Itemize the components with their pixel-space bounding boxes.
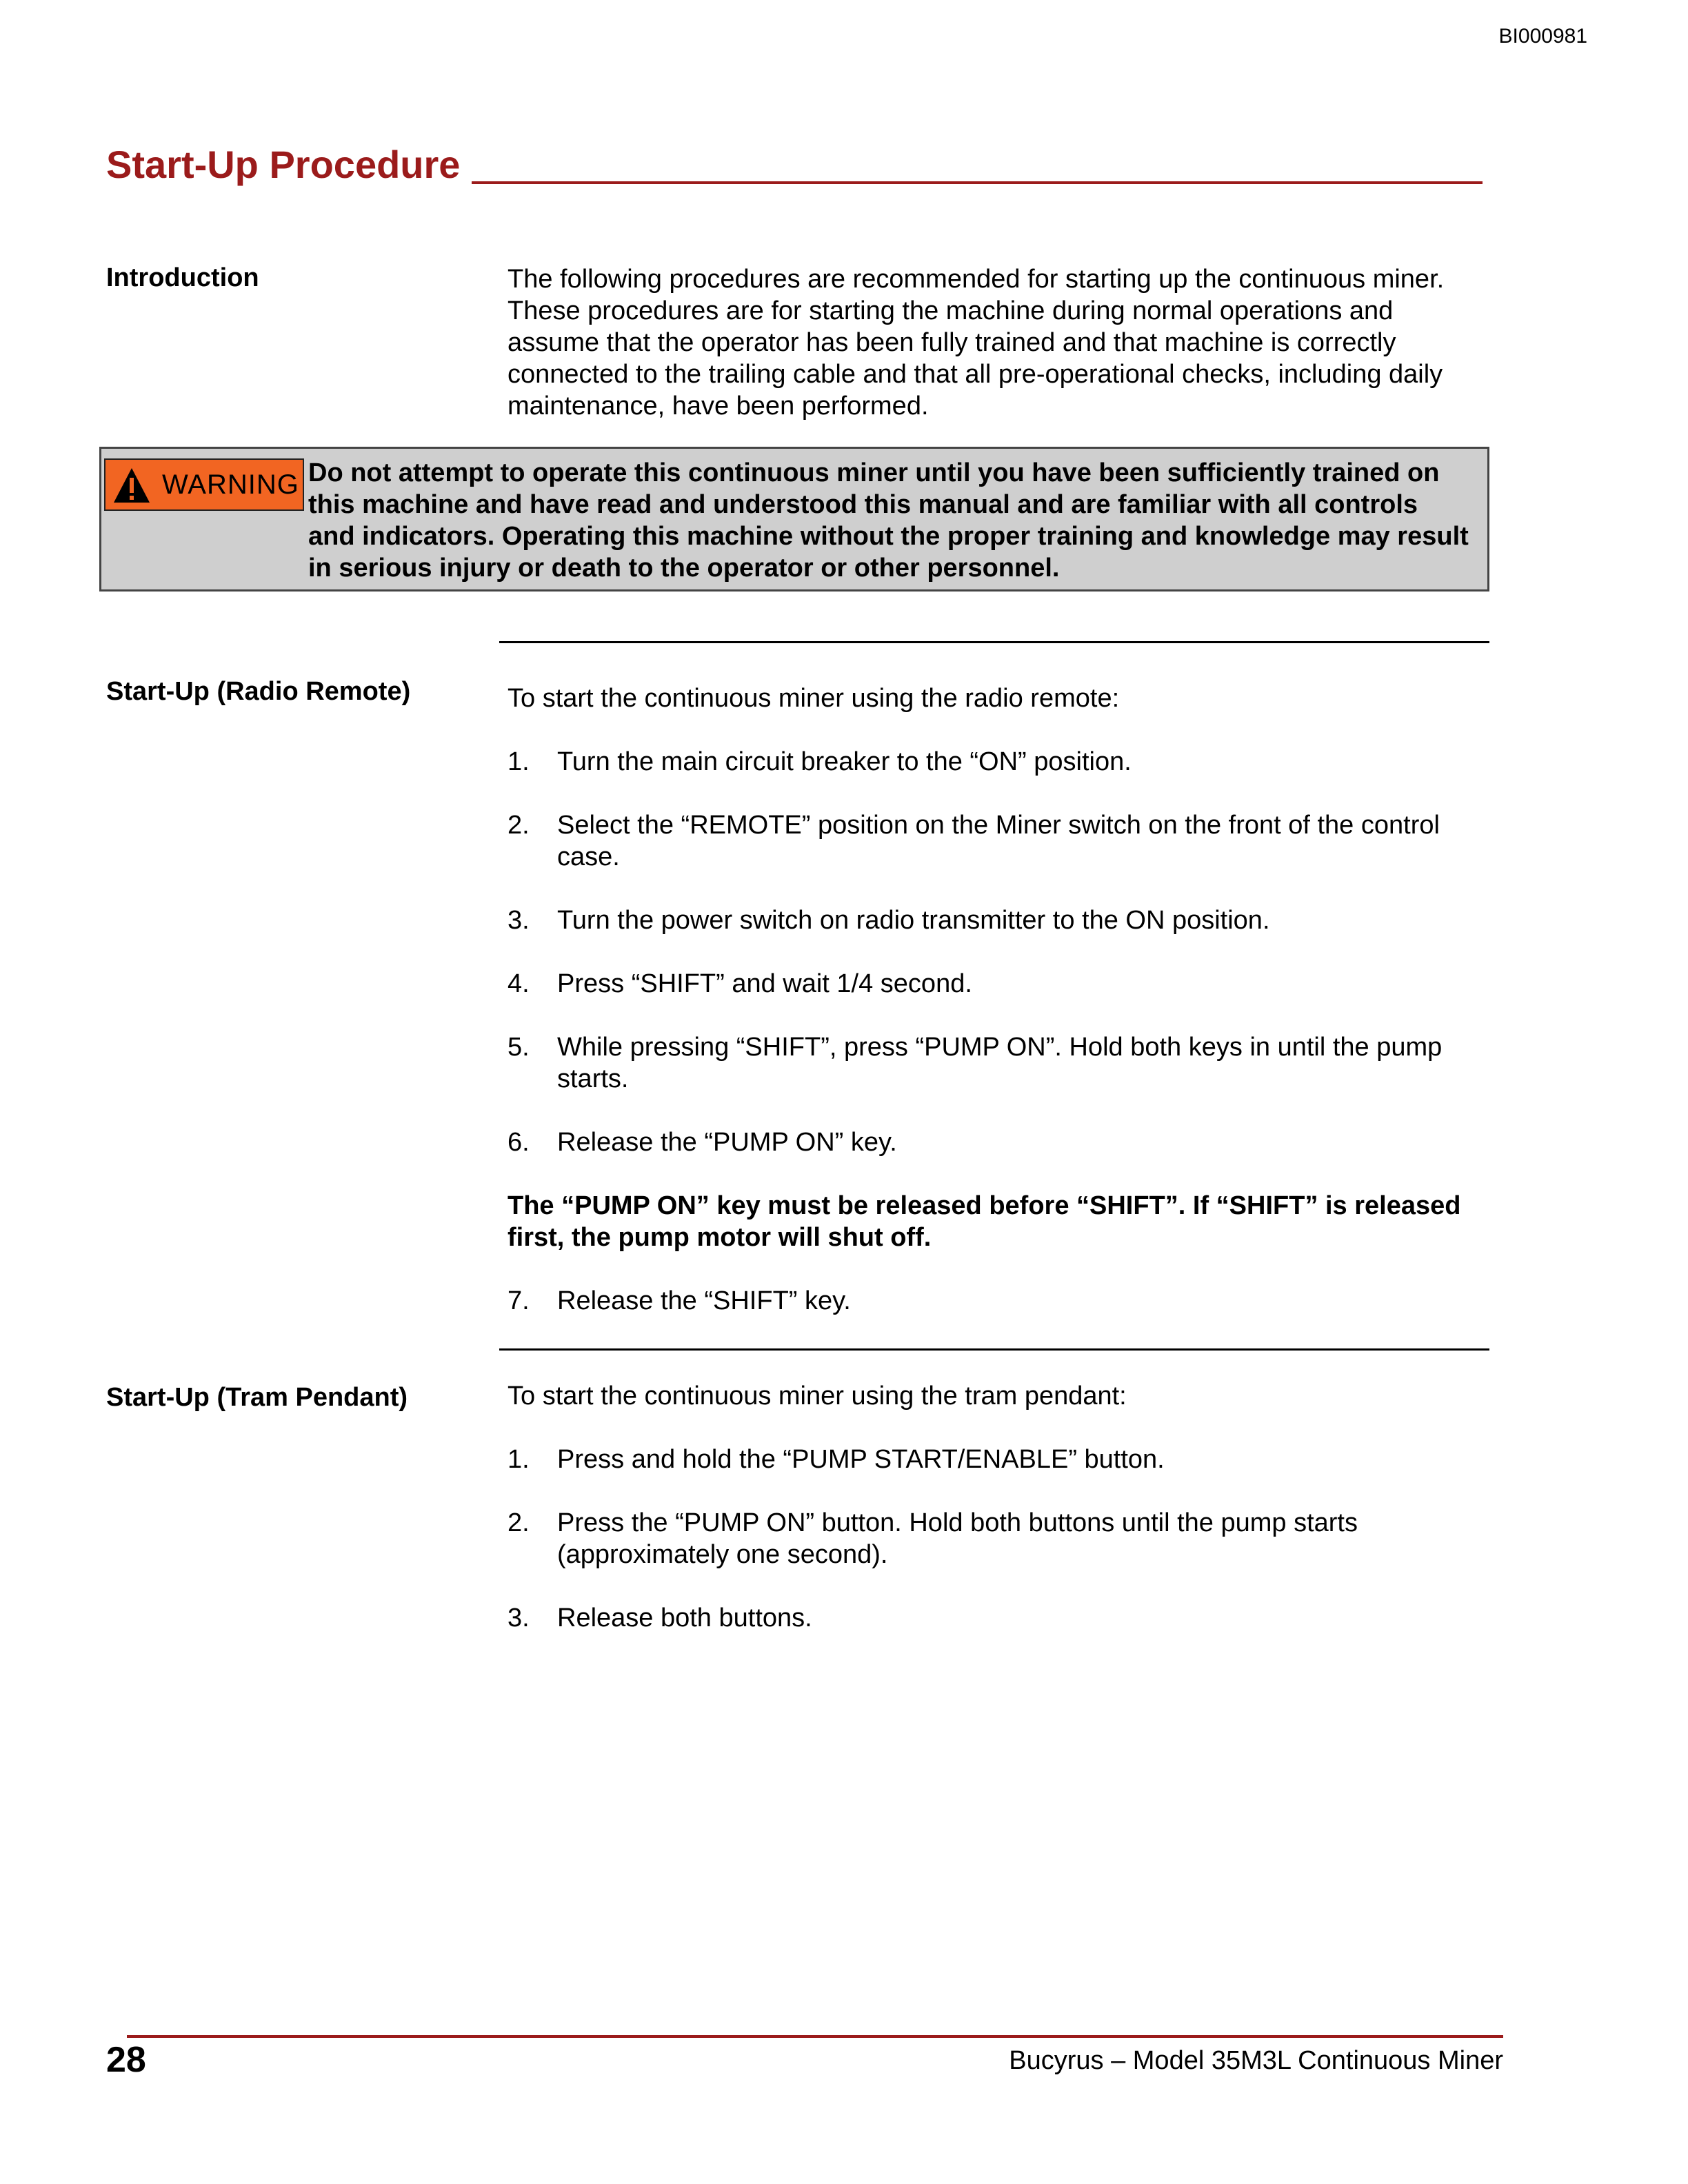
document-id: BI000981	[1498, 25, 1587, 48]
step-text: While pressing “SHIFT”, press “PUMP ON”. Hold both keys in until the pump starts.	[557, 1033, 1443, 1093]
tram-pendant-heading: Start-Up (Tram Pendant)	[106, 1383, 408, 1412]
list-item	[508, 1126, 1481, 1158]
introduction-text: The following procedures are recommended for starting up the continuous miner. These procedures are for starting the machine during normal operations and assume that the operator has been fully trained and that machine is correctly connected to the trailing cable and that all pre-operational checks, including daily maintenance, have been performed.	[508, 265, 1445, 421]
section-divider	[499, 1348, 1489, 1351]
step-number: 5.	[508, 1033, 530, 1062]
step-text: Press the “PUMP ON” button. Hold both buttons until the pump starts (approximately one second).	[557, 1508, 1358, 1569]
footer-rule	[127, 2035, 1503, 2038]
section-divider	[499, 641, 1489, 643]
page-number: 28	[106, 2040, 146, 2080]
title-underline	[472, 181, 1483, 184]
tram-pendant-intro: To start the continuous miner using the tram pendant:	[508, 1382, 1127, 1410]
footer-text: Bucyrus – Model 35M3L Continuous Miner	[1009, 2046, 1503, 2075]
section-title-row	[106, 142, 1483, 190]
step-text: Turn the power switch on radio transmitter to the ON position.	[557, 906, 1270, 935]
warning-box	[99, 447, 1489, 592]
radio-remote-heading: Start-Up (Radio Remote)	[106, 677, 411, 706]
step-number: 7.	[508, 1286, 530, 1315]
step-number: 6.	[508, 1128, 530, 1157]
step-number: 3.	[508, 1604, 530, 1632]
step-number: 3.	[508, 906, 530, 935]
step-number: 4.	[508, 969, 530, 998]
radio-remote-intro: To start the continuous miner using the radio remote:	[508, 684, 1120, 713]
warning-badge	[104, 458, 304, 511]
step-text: Release both buttons.	[557, 1604, 812, 1632]
list-item	[508, 1602, 1481, 1634]
step-text: Release the “PUMP ON” key.	[557, 1128, 897, 1157]
list-item	[508, 1444, 1481, 1475]
warning-text: Do not attempt to operate this continuous miner until you have been sufficiently trained on this machine and have read and understood this manual and are familiar with all controls and indicators. Operating this machine without the proper training and knowledge may result in serious injury or death to the operator or other personnel.	[308, 458, 1469, 583]
list-item	[508, 1285, 1481, 1317]
list-item	[508, 1507, 1481, 1570]
introduction-heading: Introduction	[106, 263, 259, 292]
list-item	[508, 968, 1481, 1000]
step-number: 2.	[508, 811, 530, 840]
list-item	[508, 904, 1481, 936]
step-text: Select the “REMOTE” position on the Miner switch on the front of the control case.	[557, 811, 1440, 871]
step-number: 2.	[508, 1508, 530, 1537]
caution-note: The “PUMP ON” key must be released before “SHIFT”. If “SHIFT” is released first, the pump motor will shut off.	[508, 1191, 1461, 1252]
step-text: Release the “SHIFT” key.	[557, 1286, 851, 1315]
section-title: Start-Up Procedure	[106, 143, 461, 186]
step-number: 1.	[508, 747, 530, 776]
warning-label: WARNING	[162, 469, 299, 500]
list-item	[508, 746, 1481, 778]
step-number: 1.	[508, 1445, 530, 1474]
step-text: Press and hold the “PUMP START/ENABLE” button.	[557, 1445, 1165, 1474]
list-item	[508, 1031, 1481, 1095]
step-text: Press “SHIFT” and wait 1/4 second.	[557, 969, 972, 998]
list-item	[508, 809, 1481, 873]
step-text: Turn the main circuit breaker to the “ON” position.	[557, 747, 1132, 776]
warning-triangle-icon	[112, 467, 151, 504]
